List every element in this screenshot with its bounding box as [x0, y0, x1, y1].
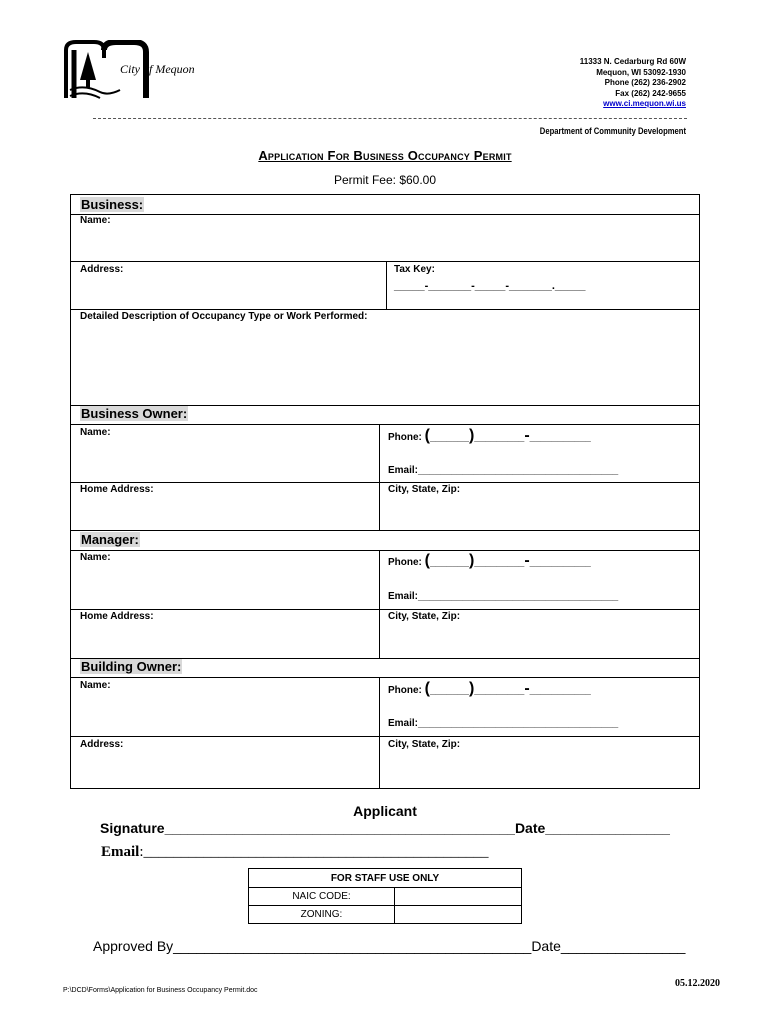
phone-line-blank: ___________: [529, 432, 591, 443]
website-link[interactable]: www.ci.mequon.wi.us: [603, 99, 686, 108]
address-line: Fax (262) 242-9655: [615, 88, 686, 98]
address-line: Mequon, WI 53092-1930: [596, 67, 686, 77]
building-owner-address-label: Address:: [80, 739, 124, 750]
staff-header: FOR STAFF USE ONLY: [249, 869, 522, 888]
department-name: Department of Community Development: [539, 126, 686, 136]
staff-use-table: [248, 868, 522, 924]
zoning-label: ZONING:: [249, 906, 395, 924]
manager-email-field[interactable]: [388, 591, 618, 602]
address-line: 11333 N. Cedarburg Rd 60W: [579, 57, 686, 66]
page-title: Application For Business Occupancy Permit: [258, 148, 512, 163]
email-label: Email:: [388, 718, 419, 729]
header-divider: [93, 118, 687, 119]
phone-prefix-blank: _________: [474, 557, 525, 568]
address-line: Phone (262) 236-2902: [604, 78, 686, 87]
applicant-email-blank: :______________________________________________: [139, 844, 489, 860]
manager-csz-label: City, State, Zip:: [388, 611, 461, 622]
divider: [70, 530, 700, 531]
revision-date: 05.12.2020: [675, 978, 720, 989]
divider: [70, 214, 700, 215]
building-owner-csz-label: City, State, Zip:: [388, 739, 461, 750]
naic-field[interactable]: [395, 888, 522, 906]
divider: [70, 609, 700, 610]
owner-csz-label: City, State, Zip:: [388, 484, 461, 495]
owner-phone-field[interactable]: Phone: (_______)_________-___________: [388, 427, 591, 444]
applicant-heading: Applicant: [353, 803, 417, 819]
applicant-email-label: Email: [101, 844, 140, 860]
phone-area-blank: _______: [430, 557, 469, 568]
owner-heading: Business Owner:: [81, 406, 188, 421]
email-blank: ____________________________________: [418, 718, 619, 729]
owner-name-label: Name:: [80, 427, 111, 438]
signature-line[interactable]: Signature_____________________________________________Date________________: [100, 820, 670, 836]
phone-label: Phone:: [388, 557, 422, 568]
divider: [70, 550, 700, 551]
form-table: [70, 194, 700, 789]
divider: [379, 424, 380, 530]
business-heading: Business:: [81, 197, 144, 212]
logo-text: City of Mequon: [120, 62, 195, 76]
building-owner-phone-field[interactable]: Phone: (_______)_________-___________: [388, 680, 591, 697]
phone-label: Phone:: [388, 685, 422, 696]
file-path: P:\DCD\Forms\Application for Business Occupancy Permit.doc: [63, 987, 258, 994]
approved-by-line[interactable]: Approved By______________________________________________Date________________: [93, 938, 686, 954]
phone-prefix-blank: _________: [474, 685, 525, 696]
manager-home-label: Home Address:: [80, 611, 154, 622]
divider: [70, 261, 700, 262]
divider: [70, 309, 700, 310]
phone-line-blank: ___________: [529, 685, 591, 696]
owner-email-field[interactable]: [388, 465, 618, 476]
tax-key-field[interactable]: _____-_______-_____-_______._____: [394, 280, 586, 292]
divider: [70, 736, 700, 737]
divider: [70, 482, 700, 483]
email-label: Email:: [388, 465, 419, 476]
phone-line-blank: ___________: [529, 557, 591, 568]
tax-key-label: Tax Key:: [394, 264, 435, 275]
building-owner-email-field[interactable]: [388, 718, 618, 729]
manager-name-label: Name:: [80, 552, 111, 563]
phone-label: Phone:: [388, 432, 422, 443]
email-blank: ____________________________________: [418, 465, 619, 476]
city-logo: [64, 40, 224, 102]
permit-fee: Permit Fee: $60.00: [333, 173, 437, 187]
zoning-field[interactable]: [395, 906, 522, 924]
phone-area-blank: _______: [430, 432, 469, 443]
divider: [70, 677, 700, 678]
email-label: Email:: [388, 591, 419, 602]
phone-prefix-blank: _________: [474, 432, 525, 443]
divider: [379, 677, 380, 788]
manager-phone-field[interactable]: Phone: (_______)_________-___________: [388, 552, 591, 569]
address-block: [580, 57, 686, 110]
business-name-field[interactable]: [71, 228, 699, 260]
manager-heading: Manager:: [81, 532, 139, 547]
business-address-label: Address:: [80, 264, 124, 275]
description-label: Detailed Description of Occupancy Type or Work Performed:: [80, 311, 368, 322]
divider: [70, 424, 700, 425]
email-blank: ____________________________________: [418, 591, 619, 602]
divider: [379, 550, 380, 658]
naic-label: NAIC CODE:: [249, 888, 395, 906]
business-name-label: Name:: [80, 215, 111, 226]
description-field[interactable]: [71, 325, 699, 405]
divider: [386, 261, 387, 309]
building-owner-heading: Building Owner:: [81, 659, 182, 674]
building-owner-name-label: Name:: [80, 680, 111, 691]
owner-home-label: Home Address:: [80, 484, 154, 495]
applicant-email-field[interactable]: [101, 844, 489, 861]
phone-area-blank: _______: [430, 685, 469, 696]
